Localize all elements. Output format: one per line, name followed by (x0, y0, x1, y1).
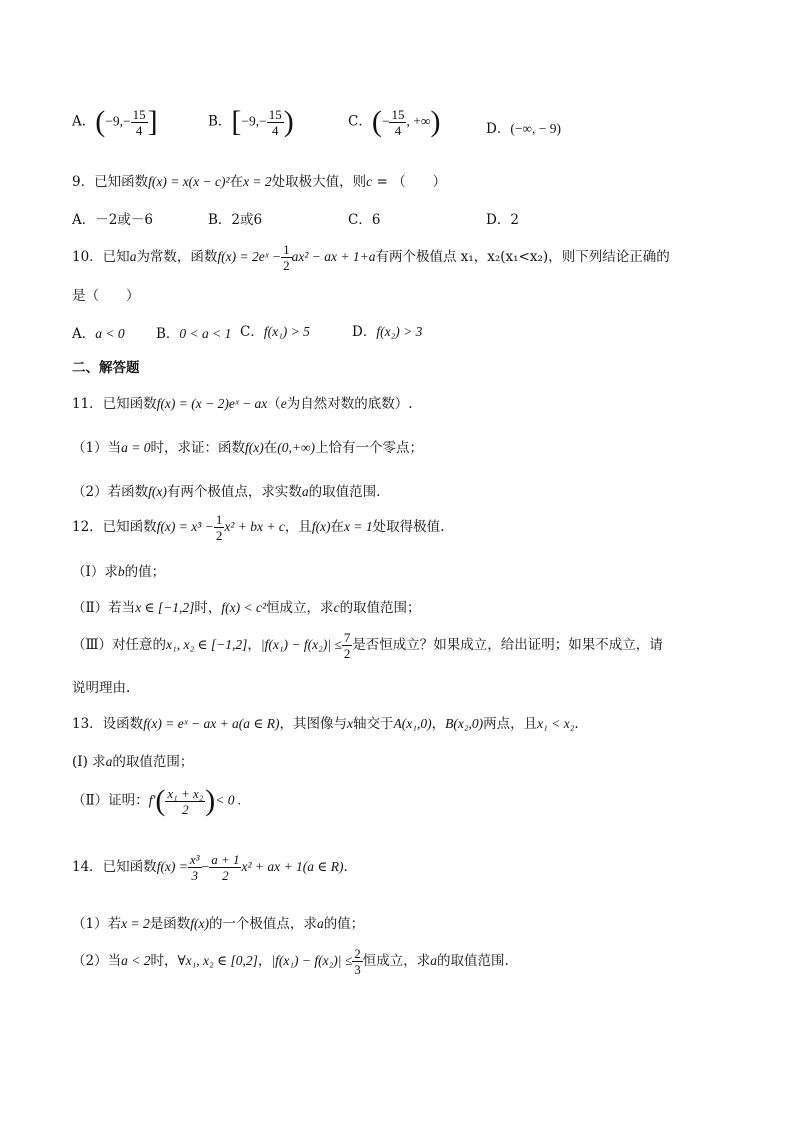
math-expr: x = 2 (243, 174, 272, 189)
fraction-numerator: x³ (189, 852, 200, 867)
q-text: 10．已知 (72, 249, 130, 265)
option-neg: − (123, 113, 131, 129)
q10-option-a (72, 322, 125, 342)
math-expr: f(x) = x(x − c)² (148, 174, 230, 189)
math-var: b (117, 564, 125, 579)
question-13-part2: （Ⅱ）证明：f′( $\frac{\text{x₁ + x₂}}{2}$ )< 0 . (72, 784, 242, 817)
fraction-numerator: 2 (354, 946, 361, 961)
option-value: (−∞, − 9) (510, 121, 562, 136)
question-12-part2 (72, 596, 421, 616)
question-9 (72, 170, 446, 190)
question-13-part1 (72, 750, 193, 770)
math-expr: a < 2 (121, 953, 151, 968)
math-var: c (366, 174, 373, 189)
math-expr: B(x₂,0) (445, 716, 484, 731)
question-10-line2: 是（ ） (72, 288, 140, 304)
question-14-part1 (72, 912, 364, 932)
q9-option-b: B．2或6 (208, 212, 263, 228)
option-label: B． (208, 113, 232, 130)
fraction-denominator: 4 (135, 122, 143, 138)
q-text: 时， (194, 600, 222, 616)
q-text: 的取值范围； (339, 600, 421, 616)
q-text: （Ⅲ）对任意的 (72, 637, 167, 653)
fraction-denominator: 2 (215, 528, 223, 543)
question-10 (72, 242, 670, 273)
math-expr: f(x) (311, 519, 331, 534)
math-var: a (316, 916, 324, 931)
math-expr: x₁, x₂ ∈ [−1,2] (166, 637, 248, 652)
q-text: 是否恒成立？如果成立，给出证明；如果不成立，请 (352, 637, 663, 653)
math-expr: |f(x₁) − f(x₂)| ≤ (260, 637, 342, 652)
math-expr: f′ (148, 792, 156, 808)
q-text: ，其图像与 (279, 716, 348, 732)
math-expr: f(x) (244, 440, 264, 455)
fraction-denominator: 4 (394, 122, 402, 138)
q-text: . (343, 859, 348, 875)
math-expr: (0,+∞) (277, 440, 316, 455)
math-expr: f(x) = eˣ − ax + a(a ∈ R) (143, 716, 280, 731)
option-value: , +∞ (406, 113, 431, 129)
q-text: . (574, 716, 579, 732)
q-text: ， (247, 637, 261, 653)
math-expr: ∀x₁, x₂ ∈ [0,2] (177, 953, 258, 968)
fraction-denominator: 2 (283, 258, 290, 273)
fraction-numerator: 15 (268, 106, 282, 122)
q-text: 恒成立，求 (266, 600, 334, 616)
q-text: = （ ） (372, 174, 447, 190)
q8-option-c: C．(− $\frac{15}{4}$ , +∞) (348, 105, 441, 138)
math-expr: x = 1 (344, 519, 373, 534)
section-heading: 二、解答题 (72, 360, 140, 376)
math-expr: x² + ax + 1(a ∈ R) (241, 859, 344, 874)
option-value: −9, (241, 113, 260, 129)
q8-option-d (486, 117, 561, 137)
fraction-denominator: 2 (343, 646, 351, 661)
math-expr: f(x) (148, 484, 167, 499)
q9-option-c: C．6 (348, 212, 381, 228)
q-text: 的值； (323, 916, 365, 932)
option-label: A． (72, 326, 96, 342)
fraction-numerator: 1 (215, 512, 223, 527)
q-text: 的取值范围. (308, 484, 381, 500)
math-expr: |f(x₁) − f(x₂)| ≤ (271, 953, 353, 968)
math-expr: a = 0 (121, 440, 151, 455)
q-text: 有两个极值点 x₁，x₂(x₁<x₂)，则下列结论正确的 (375, 249, 670, 265)
math-var: a (105, 754, 113, 769)
q-text: 恒成立，求 (362, 953, 431, 969)
option-label: B． (156, 326, 180, 342)
option-label: D． (352, 324, 377, 340)
question-14 (72, 852, 348, 883)
option-value: 0 < a < 1 (179, 326, 232, 341)
math-var: e (280, 396, 287, 411)
q-text: （1）若 (72, 916, 122, 932)
math-expr: f(x) = x³ − (156, 519, 214, 534)
fraction-numerator: 1 (283, 242, 290, 257)
q-text: 处取得极值. (372, 519, 445, 535)
option-value: f(x₂) > 3 (376, 324, 423, 339)
q-text: 14．已知函数 (72, 859, 157, 875)
option-label: D． (486, 121, 511, 137)
q-text: 时，求证：函数 (150, 440, 245, 456)
option-value: −9, (105, 113, 123, 129)
q-text: 是函数 (149, 916, 191, 932)
option-neg: − (259, 113, 267, 129)
option-label: C． (240, 324, 264, 340)
q10-option-d (352, 320, 422, 340)
q-text: （Ⅰ）求 (72, 564, 118, 580)
question-11 (72, 392, 413, 412)
math-op: − (201, 859, 210, 874)
q-text: ， (257, 953, 272, 969)
q-text: （2）若函数 (72, 484, 149, 500)
q8-option-a: A．(−9,− $\frac{15}{4}$ ] (72, 105, 158, 138)
question-12-part3 (72, 630, 663, 661)
q-text: 11．已知函数 (72, 396, 157, 412)
q9-option-d: D．2 (486, 212, 519, 228)
math-expr: x = 2 (121, 916, 150, 931)
fraction-denominator: 3 (191, 868, 198, 883)
math-expr: x ∈ [−1,2] (135, 600, 195, 615)
question-12-part3-line2: 说明理由. (72, 680, 131, 696)
fraction-numerator: a + 1 (211, 852, 240, 867)
q-text: ， (431, 716, 446, 732)
option-label: C． (348, 113, 372, 130)
q-text: 轴交于 (353, 716, 394, 732)
q10-option-b (156, 322, 231, 342)
q-text: 的取值范围. (437, 953, 509, 969)
math-var: c (333, 600, 340, 615)
fraction-denominator: 2 (222, 868, 229, 883)
q-text: 13．设函数 (72, 716, 144, 732)
q-text: （ (267, 396, 281, 412)
q9-option-a: A．－2或－6 (72, 212, 153, 228)
q-text: (I) 求 (72, 754, 106, 770)
fraction-numerator: 7 (343, 630, 351, 645)
math-var: a (430, 953, 438, 968)
q8-option-b: B．[−9,− $\frac{15}{4}$ ) (208, 105, 294, 138)
fraction-numerator: 15 (391, 106, 405, 122)
math-expr: < 0 . (215, 792, 242, 808)
q-text: 有两个极值点，求实数 (166, 484, 302, 500)
fraction-denominator: 2 (182, 801, 189, 817)
q-text: 在 (229, 174, 244, 190)
math-var: a (301, 484, 309, 499)
math-expr: f(x) < c² (221, 600, 267, 615)
q-text: （1）当 (72, 440, 122, 456)
question-11-part2 (72, 480, 380, 500)
option-value: f(x₁) > 5 (263, 324, 310, 339)
q-text: 的取值范围； (112, 754, 194, 770)
fraction-numerator: 15 (132, 106, 146, 122)
math-expr: f(x) = (156, 859, 188, 874)
question-14-part2 (72, 946, 509, 977)
q-text: 为常数，函数 (136, 249, 218, 265)
question-13 (72, 712, 579, 732)
math-var: x (347, 716, 354, 731)
q-text: （Ⅱ）若当 (72, 600, 136, 616)
math-var: a (129, 249, 137, 264)
q-text: 的一个极值点，求 (208, 916, 317, 932)
q-text: 处取极大值，则 (271, 174, 367, 190)
q-text: 为自然对数的底数）. (286, 396, 413, 412)
q-text: 12．已知函数 (72, 519, 157, 535)
question-12 (72, 512, 444, 543)
q-text: 两点，且 (483, 716, 538, 732)
q-text: 9．已知函数 (72, 174, 149, 190)
math-expr: x² + bx + c (224, 519, 285, 534)
math-expr: f(x) = (x − 2)eˣ − ax (156, 396, 268, 411)
q-text: 上恰有一个零点； (315, 440, 424, 456)
fraction-denominator: 3 (354, 962, 361, 977)
math-expr: ax² − ax + 1+a (291, 249, 376, 264)
fraction-denominator: 4 (272, 122, 279, 138)
fraction-numerator: x₁ + x₂ (167, 785, 204, 801)
q-text: 在 (263, 440, 278, 456)
math-expr: A(x₁,0) (393, 716, 432, 731)
q-text: （2）当 (72, 953, 122, 969)
question-12-part1 (72, 560, 165, 580)
math-expr: f(x) = 2eˣ − (217, 249, 282, 264)
q-text: 时， (150, 953, 178, 969)
option-label: A． (72, 113, 96, 130)
q10-option-c (240, 320, 310, 340)
option-value: a < 0 (95, 326, 125, 341)
question-11-part1 (72, 436, 423, 456)
q-text: 的值； (124, 564, 166, 580)
q-text: （Ⅱ）证明： (72, 792, 149, 809)
math-expr: f(x) (190, 916, 209, 931)
q-text: 在 (330, 519, 345, 535)
q-text: ，且 (284, 519, 312, 535)
math-expr: x₁ < x₂ (537, 716, 575, 731)
